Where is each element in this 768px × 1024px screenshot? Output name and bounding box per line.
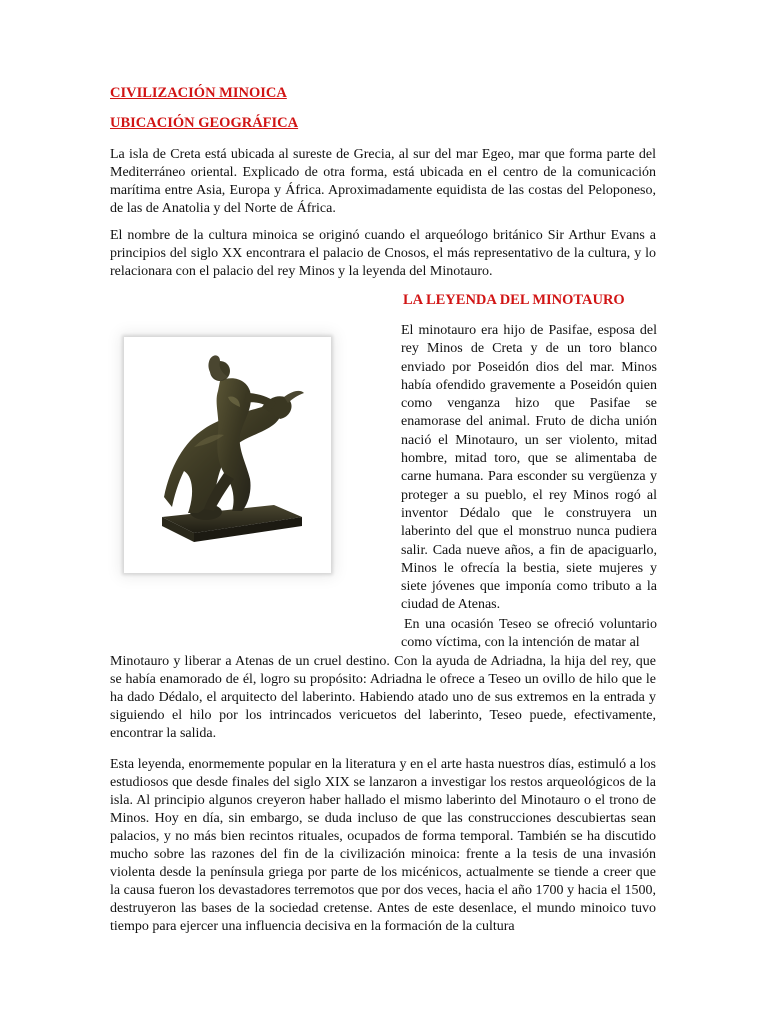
paragraph-leyenda-origen: El minotauro era hijo de Pasifae, esposa del rey Minos de Creta y de un toro blanco enviado por Poseidón dios del mar. Minos había ofendido gravemente a Poseidón quien como venganza hizo que Pasifae se enamorase del animal. Fruto de dicha unión nació el Minotauro, un ser violento, mitad hombre, mitad toro, que se alimentaba de carne humana. Para esconder su vergüenza y proteger a su pueblo, el rey Minos rogó al inventor Dédalo que le construyera un laberinto del que el monstruo nunca pudiera salir. Cada nueve años, a fin de apaciguarlo, Minos le ofrecía la bestia, siete mujeres y siete jóvenes que imponía como tributo a la ciudad de Atenas. [401,323,657,613]
paragraph-leyenda-estudios: Esta leyenda, enormemente popular en la literatura y en el arte hasta nuestros días, estimuló a los estudiosos que desde finales del siglo XIX se lanzaron a investigar los restos arqueológicos de la isla. Al principio algunos creyeron haber hallado el mismo laberinto del Minotauro o el trono de Minos. Hoy en día, sin embargo, se duda incluso de que las construcciones descubiertas sean palacios, y no más bien recintos rituales, ocupados de forma temporal. También se ha discutido mucho sobre las razones del fin de la civilización minoica: frente a la tesis de una invasión violenta desde la península griega por parte de los micénicos, actualmente se tiende a creer que la causa fueron los devastadores terremotos que por dos veces, hacia el año 1700 y hacia el 1500, destruyeron las bases de la sociedad cretense. Antes de este desenlace, el mundo minoico tuvo tiempo para ejercer una influencia decisiva en la formación de la cultura [110,757,656,934]
paragraph-leyenda-teseo-inicio: En una ocasión Teseo se ofreció voluntario como víctima, con la intención de matar al [401,617,657,651]
paragraph-nombre-cultura: El nombre de la cultura minoica se originó cuando el arqueólogo británico Sir Arthur Evans a principios del siglo XX encontrara el palacio de Cnosos, el más representativo de la cultura, y lo relacionara con el palacio del rey Minos y la leyenda del Minotauro. [110,228,656,279]
paragraph-ubicacion: La isla de Creta está ubicada al sureste de Grecia, al sur del mar Egeo, mar que forma parte del Mediterráneo oriental. Explicado de otra forma, está ubicada en el centro de la comunicación marítima entre Asia, Europa y África. Aproximadamente equidista de las costas del Peloponeso, de las de Anatolia y del Norte de África. [110,147,656,216]
section-heading-ubicacion: UBICACIÓN GEOGRÁFICA [110,115,299,131]
sculpture-photo [124,337,331,573]
paragraph-leyenda-teseo: Minotauro y liberar a Atenas de un cruel destino. Con la ayuda de Adriadna, la hija del rey, que se había enamorado de él, logro su propósito: Adriadna le ofrece a Teseo un ovillo de hilo que le ha dado Dédalo, el arquitecto del laberinto. Habiendo atado uno de sus extremos en la entrada y siguiendo el hilo por los intrincados vericuetos del laberinto, Teseo puede, efectivamente, encontrar la salida. [110,654,656,741]
section-heading-leyenda: LA LEYENDA DEL MINOTAURO [403,292,625,308]
theseus-minotaur-sculpture-image [124,337,331,573]
document-title: CIVILIZACIÓN MINOICA [110,85,287,101]
